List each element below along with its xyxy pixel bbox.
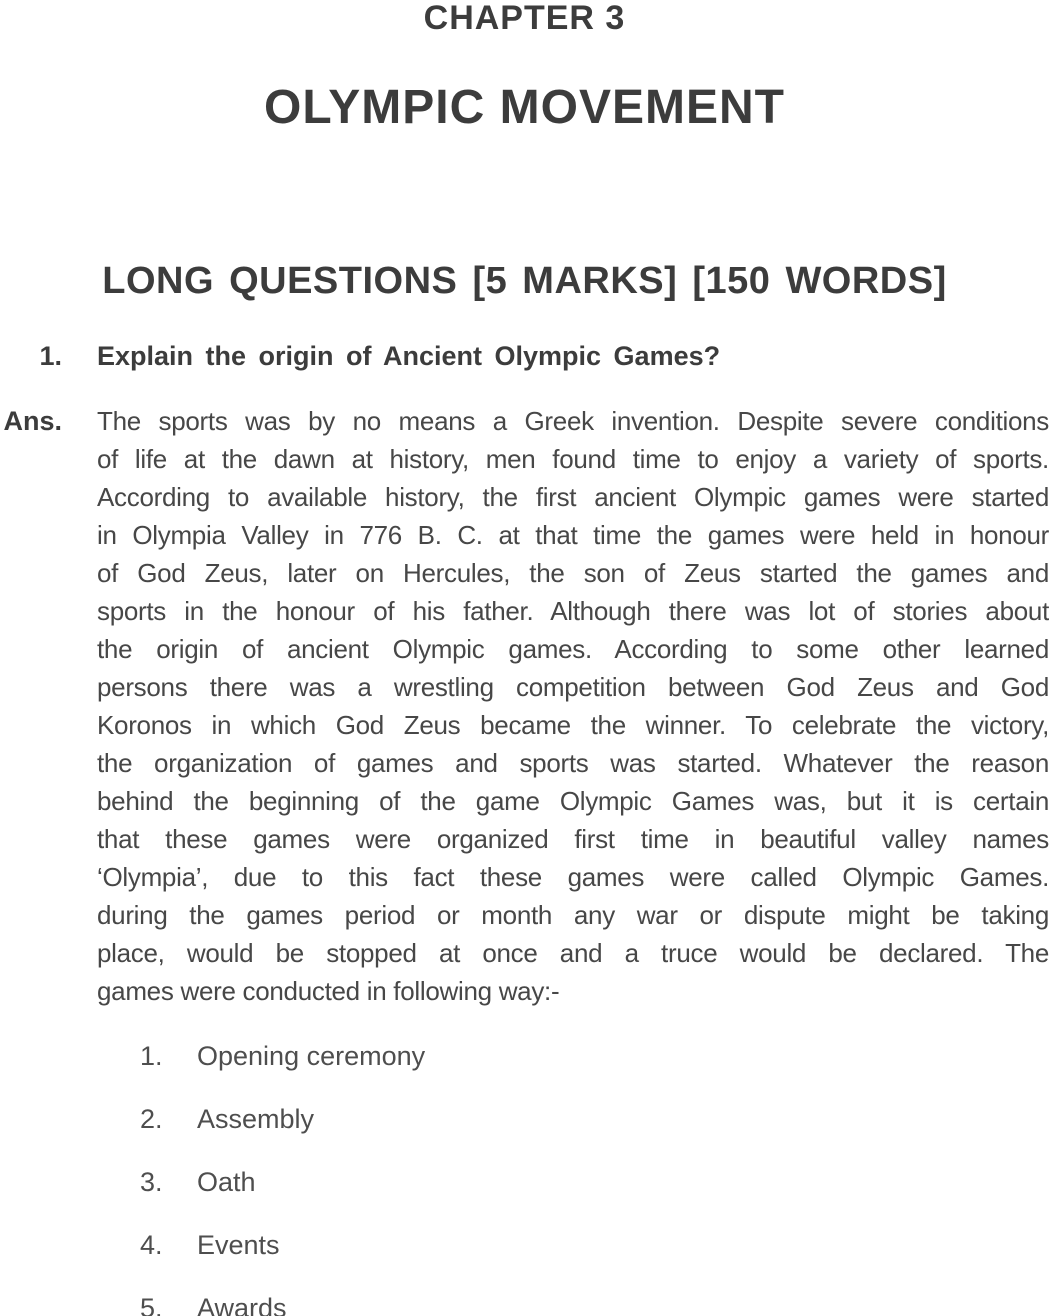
list-item-number: 3. (140, 1167, 163, 1197)
list-item (140, 1226, 1049, 1264)
answer-row (0, 402, 1049, 1010)
question-text: Explain the origin of Ancient Olympic Games? (97, 341, 721, 371)
answer-line: during the games period or month any war or dispute might be taking (97, 900, 1049, 930)
list-item (140, 1163, 1049, 1201)
answer-line: behind the beginning of the game Olympic Games was, but it is certain (97, 786, 1049, 816)
list-item-number: 2. (140, 1104, 163, 1134)
list-item-label: Events (197, 1230, 280, 1260)
page-title: OLYMPIC MOVEMENT (264, 81, 785, 134)
answer-line: the organization of games and sports was started. Whatever the reason (97, 748, 1049, 778)
answer-line: persons there was a wrestling competition between God Zeus and God (97, 672, 1049, 702)
question-number: 1. (39, 341, 62, 371)
list-item-label: Awards (197, 1293, 287, 1316)
answer-line: of God Zeus, later on Hercules, the son of Zeus started the games and (97, 558, 1049, 588)
chapter-heading: CHAPTER 3 (423, 0, 626, 37)
answer-line: sports in the honour of his father. Although there was lot of stories about (97, 596, 1049, 626)
list-item-label: Oath (197, 1167, 256, 1197)
answer-line: Koronos in which God Zeus became the winner. To celebrate the victory, (97, 710, 1049, 740)
list-item-label: Assembly (197, 1104, 315, 1134)
answer-line: in Olympia Valley in 776 B. C. at that time the games were held in honour (97, 520, 1049, 550)
list-item (140, 1037, 1049, 1075)
answer-line: of life at the dawn at history, men found time to enjoy a variety of sports. (97, 444, 1049, 474)
answer-line: games were conducted in following way:- (97, 976, 560, 1006)
question-row (0, 337, 1049, 375)
answer-line: ‘Olympia’, due to this fact these games were called Olympic Games. (97, 862, 1049, 892)
answer-line: The sports was by no means a Greek invention. Despite severe conditions (97, 406, 1049, 436)
answer-line: According to available history, the first ancient Olympic games were started (97, 482, 1049, 512)
list-item-number: 5. (140, 1293, 163, 1316)
list-item-number: 4. (140, 1230, 163, 1260)
answer-paragraph (97, 402, 1049, 1010)
list-item (140, 1289, 1049, 1316)
answer-line: that these games were organized first time in beautiful valley names (97, 824, 1049, 854)
answer-line: the origin of ancient Olympic games. According to some other learned (97, 634, 1049, 664)
list-item (140, 1100, 1049, 1138)
answer-line: place, would be stopped at once and a truce would be declared. The (97, 938, 1049, 968)
answer-label: Ans. (3, 406, 62, 436)
ordered-list (140, 1037, 1049, 1316)
list-item-label: Opening ceremony (197, 1041, 426, 1071)
section-heading: LONG QUESTIONS [5 MARKS] [150 WORDS] (102, 260, 947, 302)
list-item-number: 1. (140, 1041, 163, 1071)
